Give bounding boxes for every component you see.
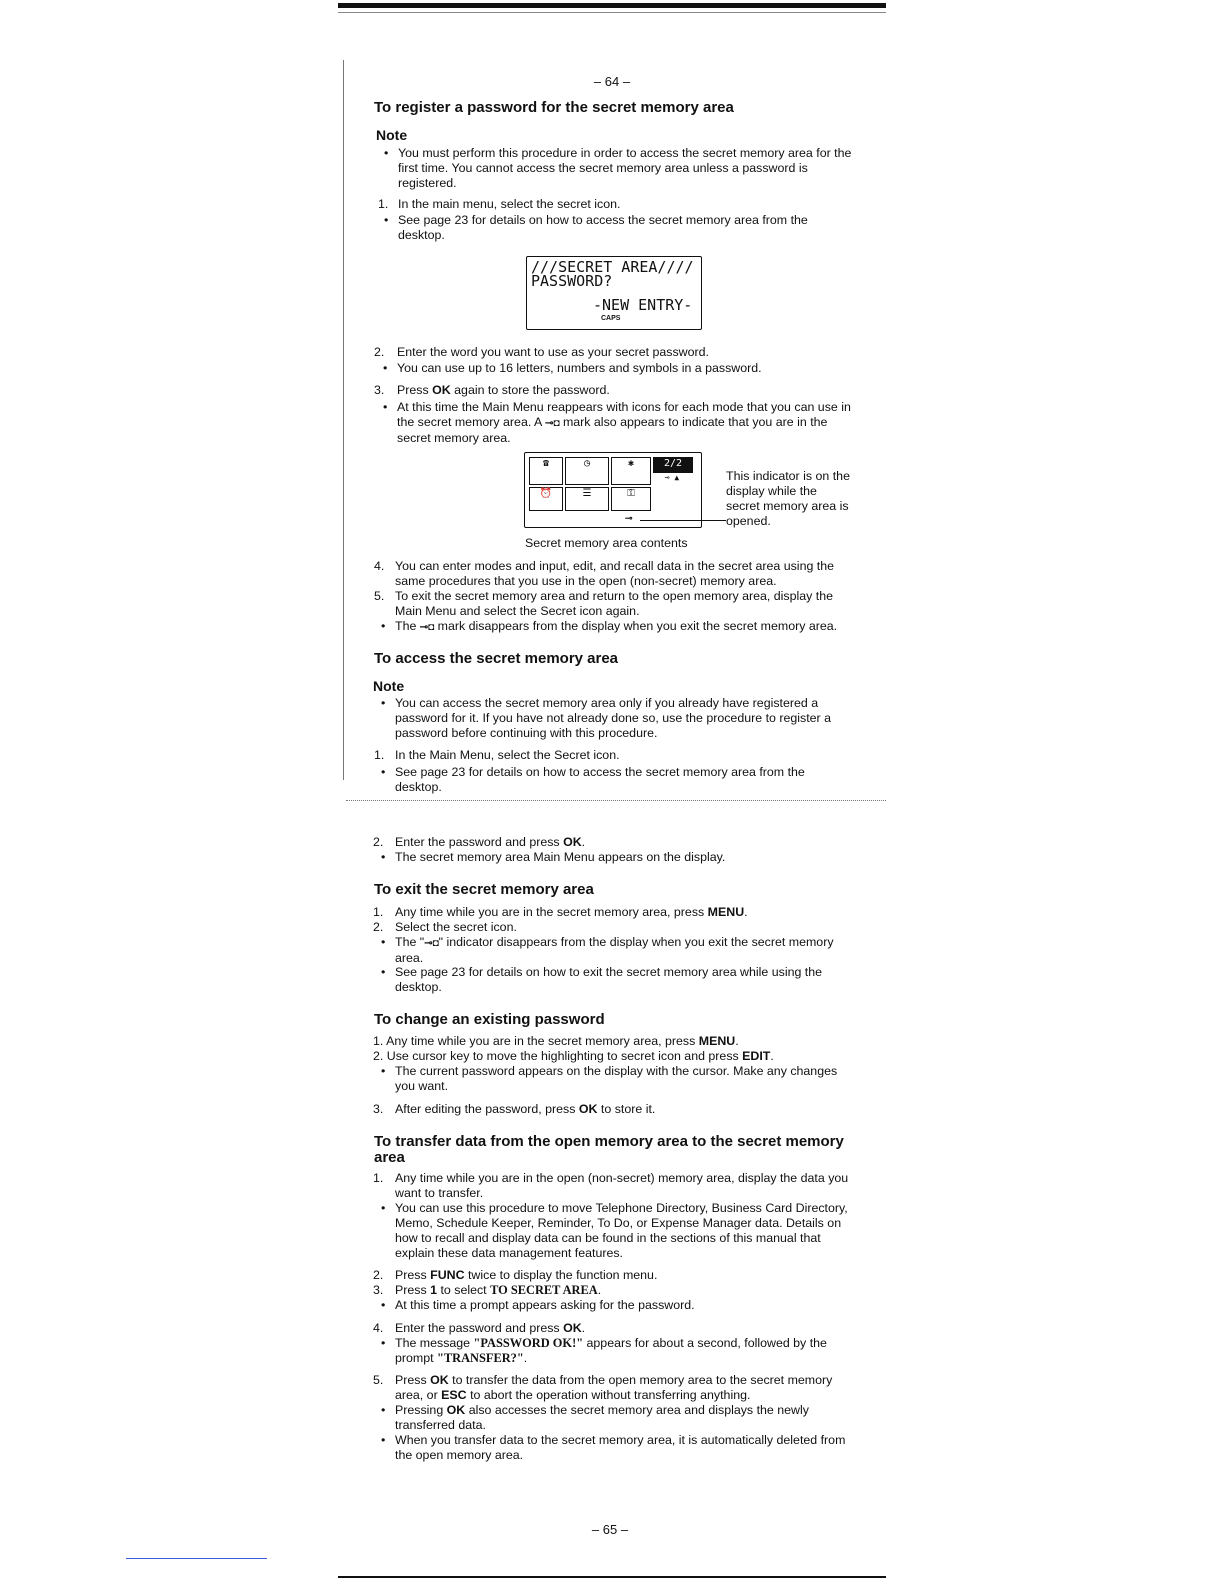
note-bullet: • You must perform this procedure in order to access the secret memory area for the first time. You cannot access the secret memory area unless a password is registered.: [398, 146, 854, 191]
step-text: In the main menu, select the secret icon.: [398, 197, 621, 211]
step-bullet: • When you transfer data to the secret memory area, it is automatically deleted from the open memory area.: [395, 1433, 853, 1463]
step-text: Select the secret icon.: [395, 920, 517, 934]
key-mark-icon: ⊸◘: [545, 418, 560, 429]
step-number: 3.: [373, 1102, 384, 1116]
step-number: 2.: [374, 345, 385, 359]
step-bullet: • The message "PASSWORD OK!" appears for about a second, followed by the prompt "TRANSFER?".: [395, 1336, 853, 1366]
world-icon: ✱: [611, 457, 651, 485]
top-thin-rule: [338, 12, 886, 13]
note-label: Note: [376, 127, 408, 143]
step-text: After editing the password, press OK to store it.: [395, 1102, 656, 1116]
step-text: In the Main Menu, select the Secret icon.: [395, 748, 620, 762]
step-text: Press OK to transfer the data from the open memory area to the secret memory area, or ESC to abort the operation without transferring anything.: [395, 1373, 833, 1402]
indicator-leader-line: [640, 520, 726, 521]
step-bullet: • You can use this procedure to move Telephone Directory, Business Card Directory, Memo, Schedule Keeper, Reminder, To Do, or Expense Manager data. Details on how to recall and display data can be found in the sections of this manual that explain these data management features.: [395, 1201, 853, 1261]
key-lock-icon: ⊸ ▲: [664, 473, 680, 482]
step-bullet: • At this time the Main Menu reappears with icons for each mode that you can use in the secret memory area. A ⊸◘ mark also appears to indicate that you are in the secret memory area.: [397, 400, 853, 446]
step-number: 1.: [378, 197, 389, 211]
step-number: 5.: [373, 1373, 384, 1387]
lcd-line-3: -NEW ENTRY-: [593, 296, 693, 314]
step-text: Enter the password and press OK.: [395, 1321, 586, 1335]
page-divider: [346, 800, 886, 801]
step-bullet: • The ⊸◘ mark disappears from the display when you exit the secret memory area.: [395, 619, 855, 635]
section-title-exit: To exit the secret memory area: [374, 881, 594, 898]
step-number: 2.: [373, 920, 384, 934]
page-indicator: 2/2: [653, 457, 693, 473]
secret-mark-icon: ⊸: [625, 513, 633, 523]
step-text: You can enter modes and input, edit, and recall data in the secret area using the same procedures that you use in the open (non-secret) memory area.: [395, 559, 835, 588]
section-title-access: To access the secret memory area: [374, 650, 619, 667]
section-title-register: To register a password for the secret memory area: [374, 99, 734, 116]
step-number: 1.: [373, 1171, 384, 1185]
step-number: 1.: [373, 905, 384, 919]
step-number: 2.: [373, 1268, 384, 1282]
lcd-line-2: PASSWORD?: [531, 272, 613, 290]
step-number: 3.: [373, 1283, 384, 1297]
step-bullet: • See page 23 for details on how to access the secret memory area from the desktop.: [398, 213, 854, 243]
step-text: Enter the word you want to use as your secret password.: [397, 345, 709, 359]
step-bullet: • Pressing OK also accesses the secret memory area and displays the newly transferred data.: [395, 1403, 853, 1433]
step-number: 1.: [374, 748, 385, 762]
step-text: Press FUNC twice to display the function menu.: [395, 1268, 658, 1282]
step-bullet: • The "⊸◘" indicator disappears from the display when you exit the secret memory area.: [395, 935, 853, 966]
step-text: 2. Use cursor key to move the highlighting to secret icon and press EDIT.: [373, 1049, 774, 1063]
lcd-line-1: ///SECRET AREA////: [531, 258, 694, 276]
lcd-password-screen: [526, 256, 702, 330]
alarm-icon: ⏰: [529, 487, 563, 511]
step-text: Press OK again to store the password.: [397, 383, 610, 397]
top-rule: [338, 3, 886, 8]
step-bullet: • See page 23 for details on how to access the secret memory area from the desktop.: [395, 765, 853, 795]
step-text: To exit the secret memory area and return to the open memory area, display the Main Menu and select the Secret icon again.: [395, 589, 834, 618]
step-bullet: • See page 23 for details on how to exit the secret memory area while using the desktop.: [395, 965, 853, 995]
key-mark-icon: ⊸◘: [424, 938, 439, 949]
step-number: 4.: [374, 559, 385, 573]
bottom-rule: [338, 1576, 886, 1578]
screen-caption: Secret memory area contents: [525, 536, 688, 550]
indicator-caption: This indicator is on the display while the secret memory area is opened.: [726, 469, 850, 528]
left-margin-line: [343, 60, 344, 780]
key-icon: ⚿: [611, 487, 651, 511]
clock-icon: ◷: [565, 457, 609, 485]
lcd-secret-menu: [524, 452, 702, 528]
step-text: Press 1 to select TO SECRET AREA.: [395, 1283, 602, 1297]
section-title-transfer: To transfer data from the open memory area to the secret memory area: [374, 1133, 844, 1166]
step-text: Any time while you are in the open (non-secret) memory area, display the data you want to transfer.: [395, 1171, 849, 1200]
list-icon: ☰: [565, 487, 609, 511]
footnote-rule: [126, 1558, 267, 1559]
key-mark-icon: ⊸◘: [419, 622, 435, 633]
note-label: Note: [373, 678, 405, 694]
lcd-caps-indicator: CAPS: [601, 315, 621, 322]
step-number: 2.: [373, 835, 384, 849]
page-number-bottom: – 65 –: [591, 1522, 629, 1537]
step-bullet: • At this time a prompt appears asking for the password.: [395, 1298, 853, 1313]
step-number: 3.: [374, 383, 385, 397]
step-number: 5.: [374, 589, 385, 603]
page-number-top: – 64 –: [593, 74, 631, 89]
step-bullet: • The current password appears on the display with the cursor. Make any changes you want.: [395, 1064, 853, 1094]
telephone-icon: ☎: [529, 457, 563, 485]
step-text: 1. Any time while you are in the secret memory area, press MENU.: [373, 1034, 739, 1048]
step-text: Enter the password and press OK.: [395, 835, 586, 849]
step-number: 4.: [373, 1321, 384, 1335]
step-text: Any time while you are in the secret memory area, press MENU.: [395, 905, 748, 919]
step-bullet: • You can use up to 16 letters, numbers and symbols in a password.: [397, 361, 853, 376]
step-bullet: • The secret memory area Main Menu appears on the display.: [395, 850, 853, 865]
section-title-change: To change an existing password: [374, 1011, 605, 1028]
note-bullet: • You can access the secret memory area only if you already have registered a password for it. If you have not already done so, use the procedure to register a password before continuing with this procedure.: [395, 696, 853, 741]
